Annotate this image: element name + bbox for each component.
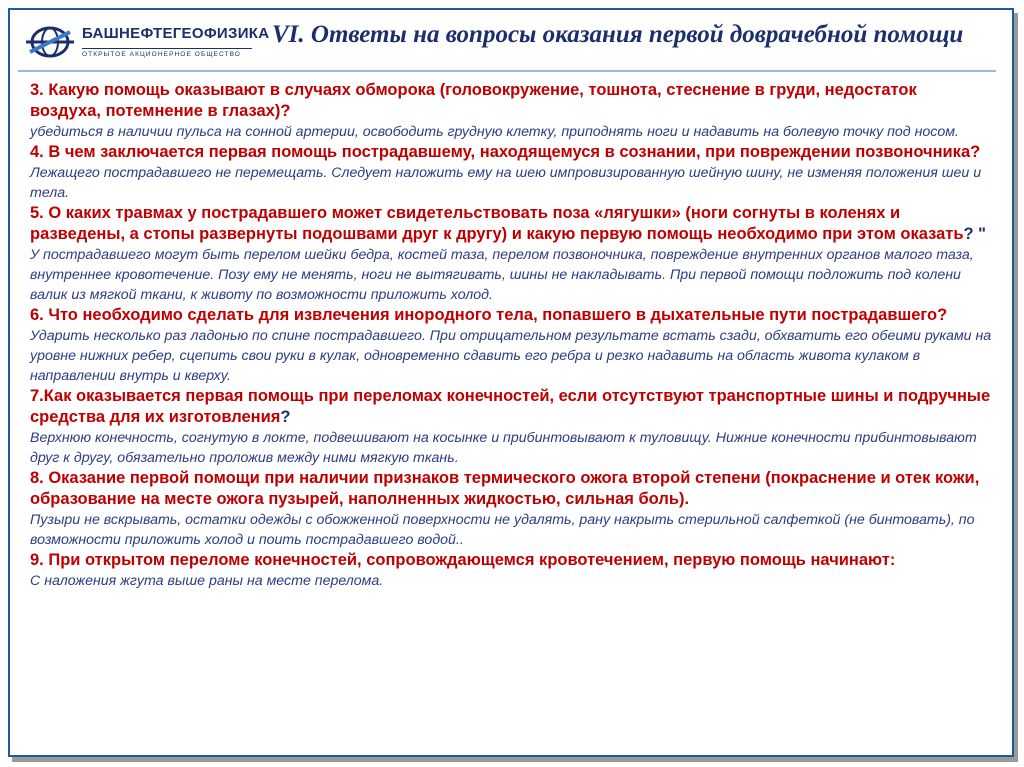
qa-item: [30, 386, 992, 468]
question-text: [30, 386, 992, 428]
answer-7: Верхнюю конечность, согнутую в локте, подвешивают на косынке и прибинтовывают к туловищу. Нижние конечности прибинтовывают друг к другу, обязательно проложив между ними мягкую ткань.: [30, 430, 977, 466]
company-logo: [16, 8, 270, 74]
answer-8: Пузыри не вскрывать, остатки одежды с обожженной поверхности не удалять, рану накрыть стерильной салфеткой (не бинтовать), по возможности приложить холод и поить пострадавшего водой..: [30, 512, 975, 548]
qa-item: [30, 305, 992, 386]
answer-9: С наложения жгута выше раны на месте перелома.: [30, 573, 384, 589]
question-9: 9. При открытом переломе конечностей, сопровождающемся кровотечением, первую помощь начинают:: [30, 551, 896, 569]
globe-logo-icon: [24, 24, 76, 60]
answer-6: Ударить несколько раз ладонью по спине пострадавшего. При отрицательном результате встать сзади, обхватить его обеими руками на уровне нижних ребер, сцепить свои руки в кулак, одновременно сдавить его ребра и резко надавить на область живота кулаком в направлении внутрь и кверху.: [30, 328, 992, 384]
question-text: [30, 550, 992, 571]
qa-list: [30, 80, 992, 591]
qa-item: [30, 468, 992, 550]
company-name: БАШНЕФТЕГЕОФИЗИКА: [82, 25, 270, 42]
question-5: 5. О каких травмах у пострадавшего может свидетельствовать поза «лягушки» (ноги согнуты в коленях и разведены, а стопы развернуты подошвами друг к другу) и какую первую помощь необходимо при этом оказать: [30, 204, 964, 243]
question-5-end: ? ": [963, 225, 987, 243]
answer-3: убедиться в наличии пульса на сонной артерии, освободить грудную клетку, приподнять ноги и надавить на болевую точку под носом.: [30, 124, 959, 140]
qa-item: [30, 550, 992, 591]
slide-title: VI. Ответы на вопросы оказания первой доврачебной помощи: [272, 21, 964, 48]
qa-item: [30, 203, 992, 305]
title-divider: [18, 70, 996, 72]
question-7: 7.Как оказывается первая помощь при переломах конечностей, если отсутствуют транспортные шины и подручные средства для их изготовления: [30, 387, 991, 426]
question-text: [30, 203, 992, 245]
question-3: 3. Какую помощь оказывают в случаях обморока (головокружение, тошнота, стеснение в груди, недостаток воздуха, потемнение в глазах)?: [30, 81, 917, 120]
question-text: [30, 142, 992, 163]
question-text: [30, 305, 992, 326]
question-4: 4. В чем заключается первая помощь пострадавшему, находящемуся в сознании, при повреждении позвоночника?: [30, 143, 981, 161]
question-text: [30, 80, 992, 122]
qa-item: [30, 80, 992, 142]
company-subtitle: ОТКРЫТОЕ АКЦИОНЕРНОЕ ОБЩЕСТВО: [82, 48, 252, 58]
qa-item: [30, 142, 992, 203]
question-text: [30, 468, 992, 510]
question-7-end: ?: [280, 408, 291, 426]
question-8: 8. Оказание первой помощи при наличии признаков термического ожога второй степени (покраснение и отек кожи, образование на месте ожога пузырей, наполненных жидкостью, сильная боль).: [30, 469, 980, 508]
question-6: 6. Что необходимо сделать для извлечения инородного тела, попавшего в дыхательные пути пострадавшего?: [30, 306, 948, 324]
answer-4: Лежащего пострадавшего не перемещать. Следует наложить ему на шею импровизированную шейную шину, не изменяя положения шеи и тела.: [30, 165, 982, 201]
answer-5: У пострадавшего могут быть перелом шейки бедра, костей таза, перелом позвоночника, повреждение внутренних органов малого таза, внутреннее кровотечение. Позу ему не менять, ноги не вытягивать, шины не накладывать. При первой помощи подложить под колени валик из мягкой ткани, к животу по возможности приложить холод.: [30, 247, 974, 303]
